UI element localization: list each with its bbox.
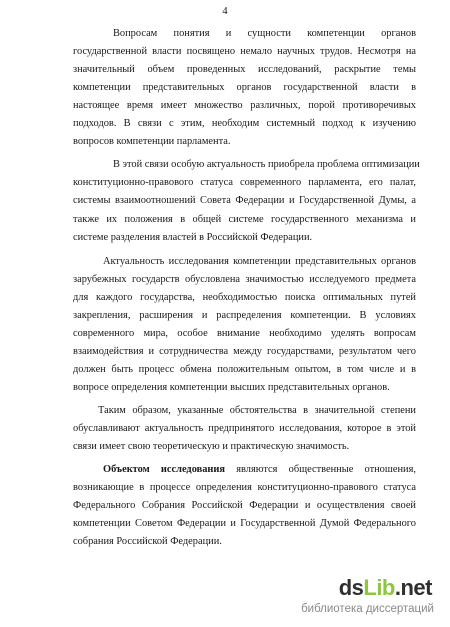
text-line: Актуальность исследования компетенции представительных органов [103, 256, 416, 267]
logo-ds-text: ds [338, 575, 364, 600]
bold-lead-term: Объектом исследования [103, 464, 226, 475]
text-line: системы взаимоотношений Совета Федерации и Государственной Думы, а [73, 195, 416, 206]
text-line: компетенции представительных органов государственной власти в [73, 82, 416, 93]
text-line: конституционно-правового статуса современного парламента, его палат, [73, 177, 416, 188]
text-line: взаимодействия и сотрудничества между государствами, результатом чего [73, 346, 416, 357]
watermark-caption: библиотека диссертаций [301, 603, 434, 615]
text-line: обуславливают актуальность предпринятого исследования, которое в этой [73, 423, 416, 434]
dslib-logo [339, 575, 432, 601]
text-line: возникающие в процессе определения конституционно-правового статуса [73, 482, 416, 493]
text-line: Федерального Собрания Российской Федерации и осуществления своей [73, 500, 416, 511]
text-line: настоящее время имеет множество различных, порой противоречивых [73, 100, 416, 111]
text-line: государственной власти посвящено немало научных трудов. Несмотря на [73, 46, 416, 57]
text-line: должен быть процесс обмена положительным опытом, в том числе и в [73, 364, 416, 375]
text-line: В этой связи особую актуальность приобрела проблема оптимизации [113, 159, 420, 170]
dslib-watermark [282, 575, 442, 623]
text-line: для каждого государства, необходимостью поиска оптимальных путей [73, 292, 416, 303]
text-line: также их положения в общей системе государственного механизма и [73, 214, 416, 225]
text-line: связи имеет свою теоретическую и практическую значимость. [73, 441, 350, 452]
text-line: современного мира, особое внимание необходимо уделять вопросам [73, 328, 416, 339]
text-line: системе разделения властей в Российской Федерации. [73, 232, 313, 243]
text-line: компетенции Советом Федерации и Государственной Думой Федерального [73, 518, 416, 529]
text-line: вопросе определения компетенции высших представительных органов. [73, 382, 390, 393]
text-line: Вопросам понятия и сущности компетенции органов [113, 28, 416, 39]
text-line: собрания Российской Федерации. [73, 536, 222, 547]
logo-net-text: .net [394, 575, 432, 600]
text-span: являются общественные отношения, [225, 464, 416, 475]
logo-lib-text: Lib [363, 575, 395, 600]
text-line [103, 463, 416, 477]
text-line: зарубежных государств обусловлена значимостью исследуемого предмета [73, 274, 416, 285]
text-line: Таким образом, указанные обстоятельства в значительной степени [98, 405, 416, 416]
text-line: закрепления, расширения и распределения компетенции. В условиях [73, 310, 416, 321]
text-line: вопросов компетенции парламента. [73, 136, 231, 147]
page-number: 4 [222, 6, 228, 17]
text-line: значительный объем проведенных исследований, раскрытие темы [73, 64, 416, 75]
text-line: подходов. В связи с этим, необходим системный подход к изучению [73, 118, 416, 129]
